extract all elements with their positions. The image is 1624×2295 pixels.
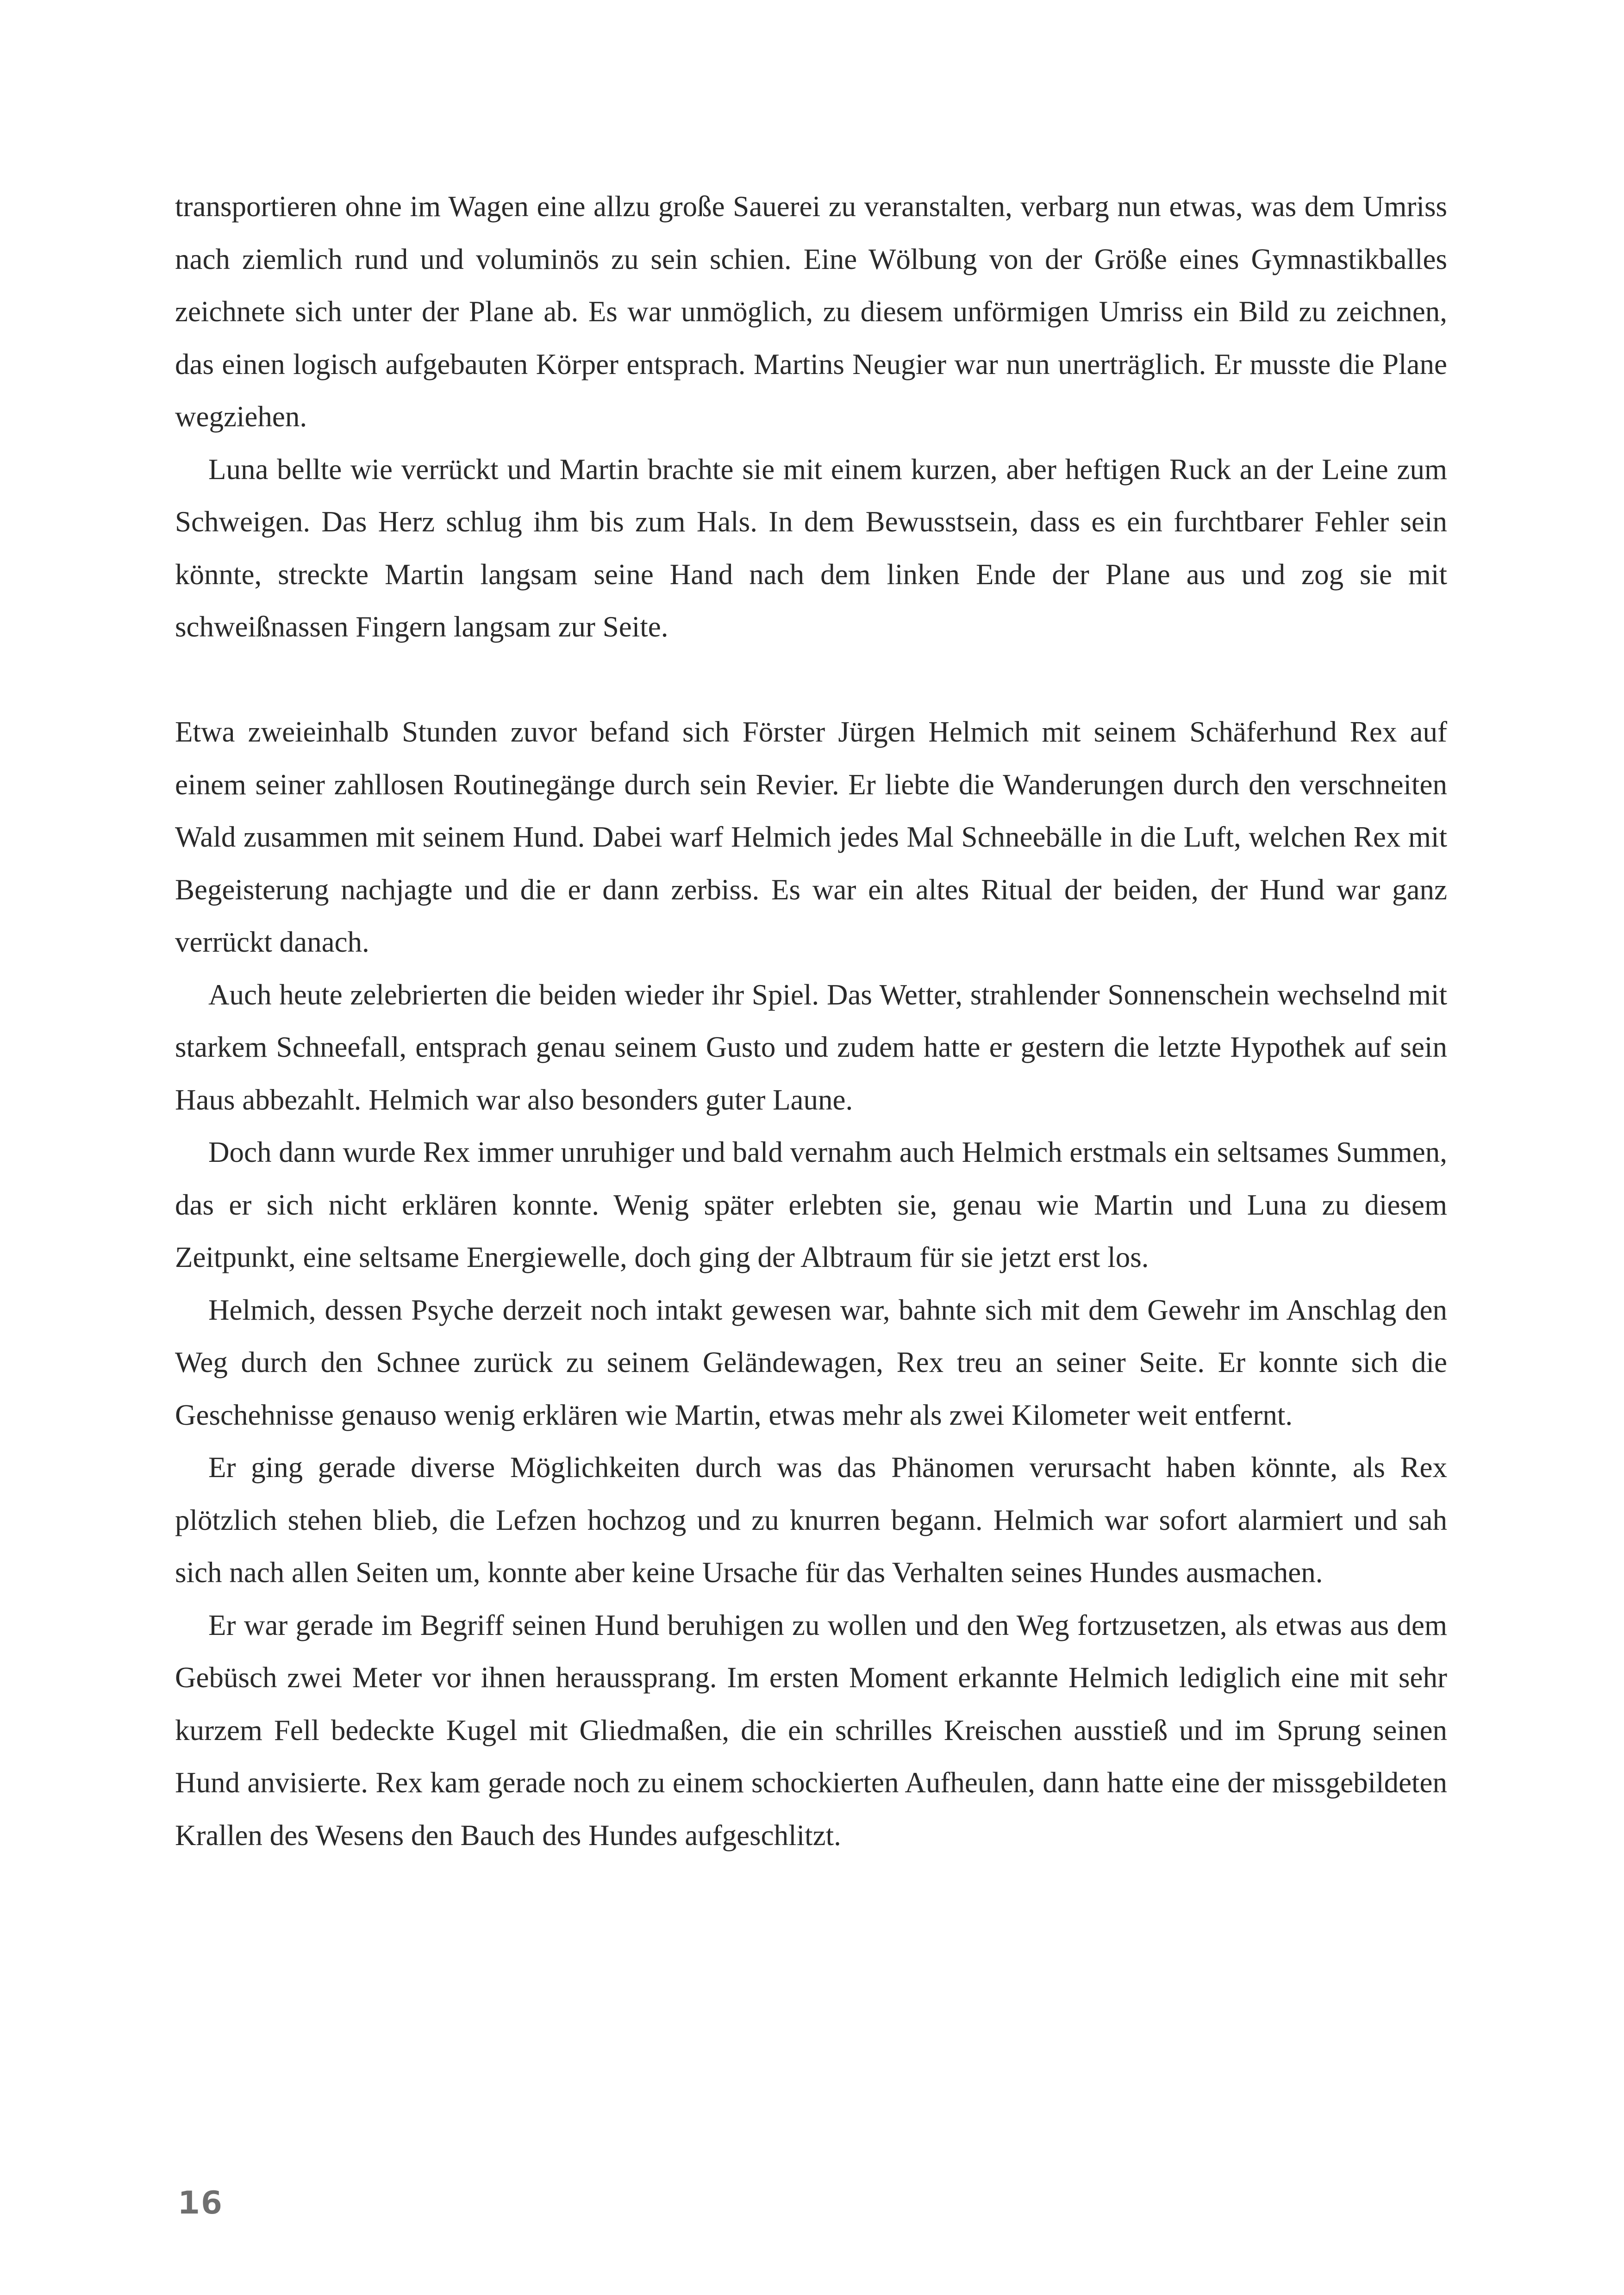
paragraph: Doch dann wurde Rex immer unruhiger und bald vernahm auch Helmich erstmals ein seltsames Summen, das er sich nicht erklären konnte. Wenig später erlebten sie, genau wie Martin und Luna zu diesem Zeitpunkt, eine seltsame Energiewelle, doch ging der Albtraum für sie jetzt erst los.: [175, 1136, 1447, 1273]
paragraph: Er ging gerade diverse Möglichkeiten durch was das Phänomen verursacht haben könnte, als Rex plötzlich stehen blieb, die Lefzen hochzog und zu knurren begann. Helmich war sofort alarmiert und sah sich nach allen Seiten um, konnte aber keine Ursache für das Verhalten seines Hundes ausmachen.: [175, 1451, 1447, 1589]
scene-break: [175, 654, 1447, 706]
paragraph: Etwa zweieinhalb Stunden zuvor befand sich Förster Jürgen Helmich mit seinem Schäferhund Rex auf einem seiner zahllosen Routinegänge durch sein Revier. Er liebte die Wanderungen durch den verschneiten Wald zusammen mit seinem Hund. Dabei warf Helmich jedes Mal Schneebälle in die Luft, welchen Rex mit Begeisterung nachjagte und die er dann zerbiss. Es war ein altes Ritual der beiden, der Hund war ganz verrückt danach.: [175, 716, 1447, 958]
paragraph: transportieren ohne im Wagen eine allzu große Sauerei zu veranstalten, verbarg nun etwas, was dem Umriss nach ziemlich rund und voluminös zu sein schien. Eine Wölbung von der Größe eines Gymnastikballes zeichnete sich unter der Plane ab. Es war unmöglich, zu diesem unförmigen Umriss ein Bild zu zeichnen, das einen logisch aufgebauten Körper entsprach. Martins Neugier war nun unerträglich. Er musste die Plane wegziehen.: [175, 190, 1447, 433]
paragraph: Helmich, dessen Psyche derzeit noch intakt gewesen war, bahnte sich mit dem Gewehr im Anschlag den Weg durch den Schnee zurück zu seinem Geländewagen, Rex treu an seiner Seite. Er konnte sich die Geschehnisse genauso wenig erklären wie Martin, etwas mehr als zwei Kilometer weit entfernt.: [175, 1293, 1447, 1431]
page-number: 16: [178, 2185, 224, 2221]
paragraph: Luna bellte wie verrückt und Martin brachte sie mit einem kurzen, aber heftigen Ruck an der Leine zum Schweigen. Das Herz schlug ihm bis zum Hals. In dem Bewusstsein, dass es ein furchtbarer Fehler sein könnte, streckte Martin langsam seine Hand nach dem linken Ende der Plane aus und zog sie mit schweißnassen Fingern langsam zur Seite.: [175, 453, 1447, 643]
paragraph: Er war gerade im Begriff seinen Hund beruhigen zu wollen und den Weg fortzusetzen, als etwas aus dem Gebüsch zwei Meter vor ihnen heraussprang. Im ersten Moment erkannte Helmich lediglich eine mit sehr kurzem Fell bedeckte Kugel mit Gliedmaßen, die ein schrilles Kreischen ausstieß und im Sprung seinen Hund anvisierte. Rex kam gerade noch zu einem schockierten Aufheulen, dann hatte eine der missgebildeten Krallen des Wesens den Bauch des Hundes aufgeschlitzt.: [175, 1609, 1447, 1852]
paragraph: Auch heute zelebrierten die beiden wieder ihr Spiel. Das Wetter, strahlender Sonnenschein wechselnd mit starkem Schneefall, entsprach genau seinem Gusto und zudem hatte er gestern die letzte Hypothek auf sein Haus abbezahlt. Helmich war also besonders guter Laune.: [175, 978, 1447, 1116]
page-text: [175, 181, 1447, 1862]
